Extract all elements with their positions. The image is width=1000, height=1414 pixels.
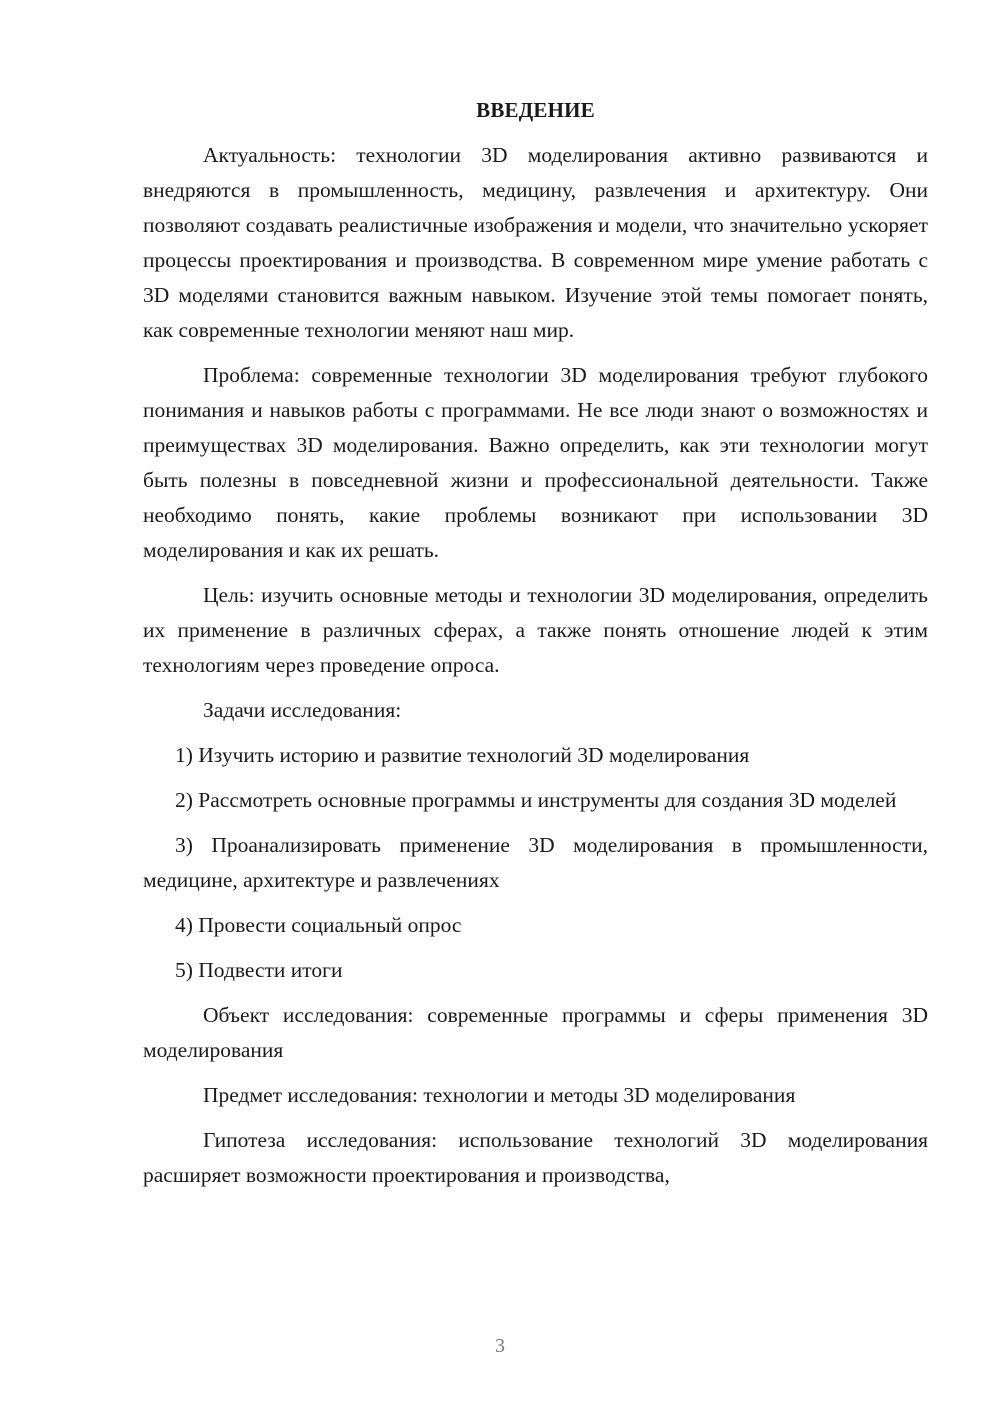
problem-paragraph: Проблема: современные технологии 3D моделирования требуют глубокого понимания и навыков работы с программами. Не все люди знают о возможностях и преимуществах 3D моделирования. Важно определить, как эти технологии могут быть полезны в повседневной жизни и профессиональной деятельности. Также необходимо понять, какие проблемы возникают при использовании 3D моделирования и как их решать. xyxy=(143,363,928,562)
page-content xyxy=(143,92,928,1203)
task-item-1: 1) Изучить историю и развитие технологий 3D моделирования xyxy=(175,743,750,767)
task-item-3: 3) Проанализировать применение 3D моделирования в промышленности, медицине, архитектуре и развлечениях xyxy=(143,833,928,892)
object-paragraph: Объект исследования: современные программы и сферы применения 3D моделирования xyxy=(143,1003,928,1062)
task-item-4: 4) Провести социальный опрос xyxy=(175,913,462,937)
tasks-heading: Задачи исследования: xyxy=(203,698,402,722)
relevance-paragraph: Актуальность: технологии 3D моделирования активно развиваются и внедряются в промышленность, медицину, развлечения и архитектуру. Они позволяют создавать реалистичные изображения и модели, что значительно ускоряет процессы проектирования и производства. В современном мире умение работать с 3D моделями становится важным навыком. Изучение этой темы помогает понять, как современные технологии меняют наш мир. xyxy=(143,143,928,342)
task-item-5: 5) Подвести итоги xyxy=(175,958,343,982)
page-title: ВВЕДЕНИЕ xyxy=(476,98,595,122)
goal-paragraph: Цель: изучить основные методы и технологии 3D моделирования, определить их применение в различных сферах, а также понять отношение людей к этим технологиям через проведение опроса. xyxy=(143,583,928,677)
task-item-2: 2) Рассмотреть основные программы и инструменты для создания 3D моделей xyxy=(175,788,897,812)
hypothesis-paragraph: Гипотеза исследования: использование технологий 3D моделирования расширяет возможности проектирования и производства, xyxy=(143,1128,928,1187)
subject-paragraph: Предмет исследования: технологии и методы 3D моделирования xyxy=(203,1083,796,1107)
page-number: 3 xyxy=(495,1335,505,1357)
